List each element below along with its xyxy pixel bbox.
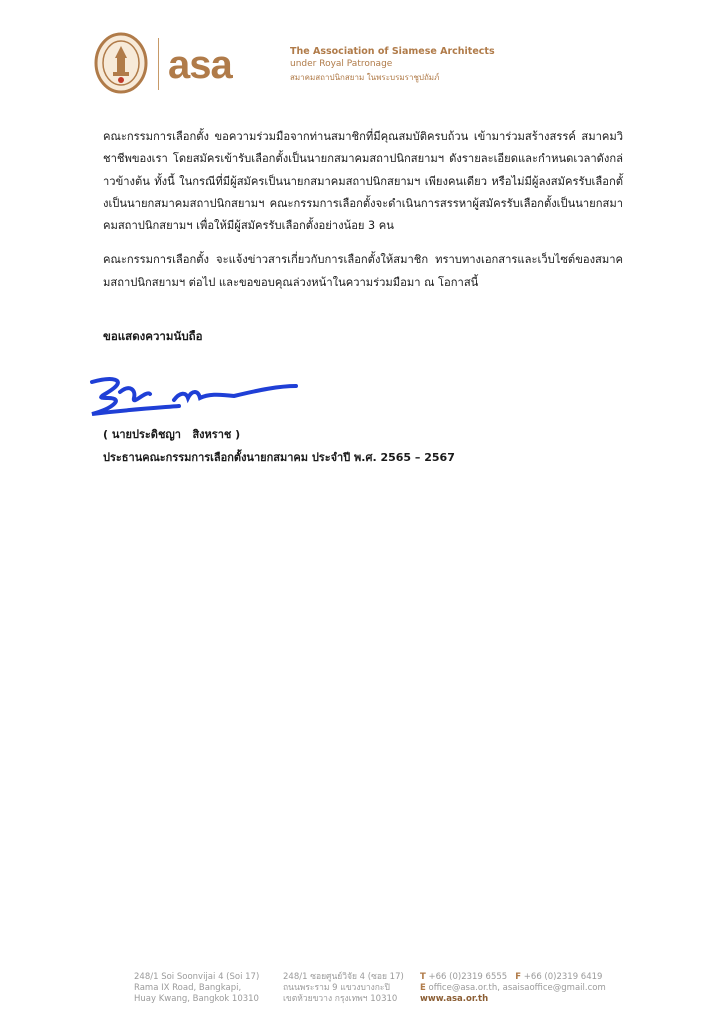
handwritten-signature-icon (84, 370, 304, 422)
footer-address-th: 248/1 ซอยศูนย์วิจัย 4 (ซอย 17) ถนนพระราม 9 แขวงบางกะปิ เขตห้วยขวาง กรุงเทพฯ 10310 (283, 972, 404, 1004)
footer-website[interactable]: www.asa.or.th (420, 994, 489, 1004)
org-name-th: สมาคมสถาปนิกสยาม ในพระบรมราชูปถัมภ์ (290, 73, 440, 82)
footer-address-en: 248/1 Soi Soonvijai 4 (Soi 17) Rama IX Road, Bangkapi, Huay Kwang, Bangkok 10310 (134, 972, 260, 1004)
paragraph-2: คณะกรรมการเลือกตั้ง จะแจ้งข่าวสารเกี่ยวกับการเลือกตั้งให้สมาชิก ทราบทางเอกสารและเว็บไซต์ของสมาคมสถาปนิกสยามฯ ต่อไป และขอขอบคุณล่วงหน้าในความร่วมมือมา ณ โอกาสนี้ (103, 253, 623, 289)
asa-royal-seal-icon (94, 32, 148, 94)
asa-logo (168, 42, 258, 86)
letter-body (103, 126, 623, 306)
paragraph-1: คณะกรรมการเลือกตั้ง ขอความร่วมมือจากท่านสมาชิกที่มีคุณสมบัติครบถ้วน เข้ามาร่วมสร้างสรรค์ สมาคมวิชาชีพของเรา โดยสมัครเข้ารับเลือกตั้งเป็นนายกสมาคมสถาปนิกสยามฯ ดังรายละเอียดและกำหนดเวลาดังกล่าวข้างต้น ทั้งนี้ ในกรณีที่มีผู้สมัครเป็นนายกสมาคมสถาปนิกสยามฯ เพียงคนเดียว หรือไม่มีผู้ลงสมัครรับเลือกตั้งเป็นนายกสมาคมสถาปนิกสยามฯ คณะกรรมการเลือกตั้งจะดำเนินการสรรหาผู้สมัครรับเลือกตั้งเป็นนายกสมาคมสถาปนิกสยามฯ เพื่อให้มีผู้สมัครรับเลือกตั้งอย่างน้อย 3 คน (103, 130, 623, 233)
footer-contact: T +66 (0)2319 6555 F +66 (0)2319 6419 E office@asa.or.th, asaisaoffice@gmail.com www.asa.or.th (420, 972, 606, 1004)
svg-text:asa: asa (168, 43, 232, 86)
signer-position: ประธานคณะกรรมการเลือกตั้งนายกสมาคม ประจำปี พ.ศ. 2565 – 2567 (103, 451, 455, 464)
org-name-en: The Association of Siamese Architects (290, 46, 495, 57)
letterhead (94, 32, 495, 96)
closing-salutation: ขอแสดงความนับถือ (103, 329, 203, 343)
org-patronage-en: under Royal Patronage (290, 59, 393, 69)
signer-name: ( นายประดิชญา สิงหราช ) (103, 428, 241, 441)
footer-tel: +66 (0)2319 6555 (428, 972, 508, 982)
footer-email[interactable]: office@asa.or.th, asaisaoffice@gmail.com (428, 983, 606, 993)
header-divider (158, 38, 159, 90)
footer-fax: +66 (0)2319 6419 (523, 972, 603, 982)
organization-name (290, 45, 495, 84)
